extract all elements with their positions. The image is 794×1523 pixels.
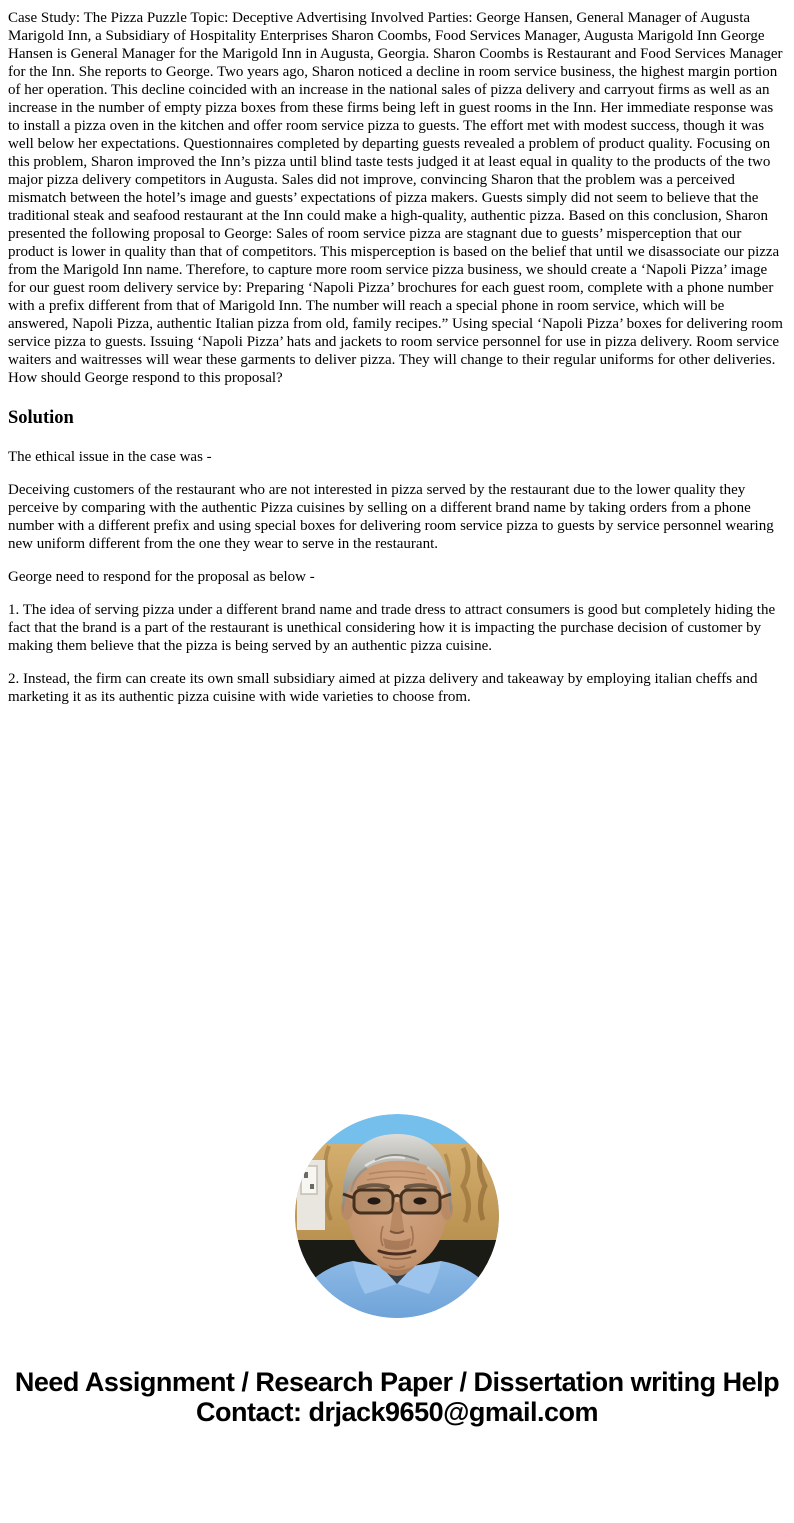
case-study-paragraph: Case Study: The Pizza Puzzle Topic: Deceptive Advertising Involved Parties: George Hansen, General Manager of Augusta Marigold Inn, a Subsidiary of Hospitality Enterprises Sharon Coombs, Food Services Manager, Augusta Marigold Inn George Hansen is General Manager for the Marigold Inn in Augusta, Georgia. Sharon Coombs is Restaurant and Food Services Manager for the Inn. She reports to George. Two years ago, Sharon noticed a decline in room service business, the highest margin portion of her operation. This decline coincided with an increase in the national sales of pizza delivery and carryout firms as well as an increase in the number of empty pizza boxes from these firms being left in guest rooms in the Inn. Her immediate response was to install a pizza oven in the kitchen and offer room service pizza to guests. The effort met with modest success, though it was well below her expectations. Questionnaires completed by departing guests revealed a problem of product quality. Focusing on this problem, Sharon improved the Inn’s pizza until blind taste tests judged it at least equal in quality to the products of the two major pizza delivery competitors in Augusta. Sales did not improve, convincing Sharon that the problem was a perceived mismatch between the hotel’s image and guests’ expectations of pizza makers. Guests simply did not seem to believe that the traditional steak and seafood restaurant at the Inn could make a high-quality, authentic pizza. Based on this conclusion, Sharon presented the following proposal to George: Sales of room service pizza are stagnant due to guests’ misperception that our product is lower in quality than that of competitors. This misperception is based on the belief that until we disassociate our pizza from the Marigold Inn name. Therefore, to capture more room service pizza business, we should create a ‘Napoli Pizza’ image for our guest room delivery service by: Preparing ‘Napoli Pizza’ brochures for each guest room, complete with a phone number with a prefix different from that of Marigold Inn. The number will reach a special phone in room service, which will be answered, Napoli Pizza, authentic Italian pizza from old, family recipes.” Using special ‘Napoli Pizza’ boxes for delivering room service pizza to guests. Issuing ‘Napoli Pizza’ hats and jackets to room service personnel for use in pizza delivery. Room service waiters and waitresses will wear these garments to deliver pizza. They will change to their regular uniforms for other deliveries. How should George respond to this proposal? <box>8 10 783 386</box>
solution-paragraph-point-2: 2. Instead, the firm can create its own small subsidiary aimed at pizza delivery and takeaway by employing italian cheffs and marketing it as its authentic pizza cuisine with wide varieties to choose from. <box>8 671 758 705</box>
solution-paragraph-ethical-issue: Deceiving customers of the restaurant who are not interested in pizza served by the restaurant due to the lower quality they perceive by comparing with the authentic Pizza cuisines by selling on a different brand name by taking orders from a phone number with a different prefix and using special boxes for delivering room service pizza to guests by service personnel wearing new uniform different from the one they wear to serve in the restaurant. <box>8 482 774 552</box>
solution-paragraph-ethical-issue-label: The ethical issue in the case was - <box>8 449 212 465</box>
avatar <box>295 1114 499 1318</box>
footer-heading: Need Assignment / Research Paper / Dissertation writing Help <box>14 1367 780 1397</box>
solution-heading: Solution <box>8 408 74 428</box>
solution-paragraph-point-1: 1. The idea of serving pizza under a different brand name and trade dress to attract consumers is good but completely hiding the fact that the brand is a part of the restaurant is unethical considering how it is impacting the purchase decision of customer by making them believe that the pizza is being served by an authentic pizza cuisine. <box>8 602 776 654</box>
solution-paragraph-response-label: George need to respond for the proposal as below - <box>8 569 315 585</box>
footer <box>8 1367 786 1427</box>
avatar-section <box>8 1114 786 1318</box>
document-body <box>8 9 786 706</box>
portrait-photo-icon <box>295 1114 499 1318</box>
footer-contact-email: Contact: drjack9650@gmail.com <box>196 1397 598 1427</box>
